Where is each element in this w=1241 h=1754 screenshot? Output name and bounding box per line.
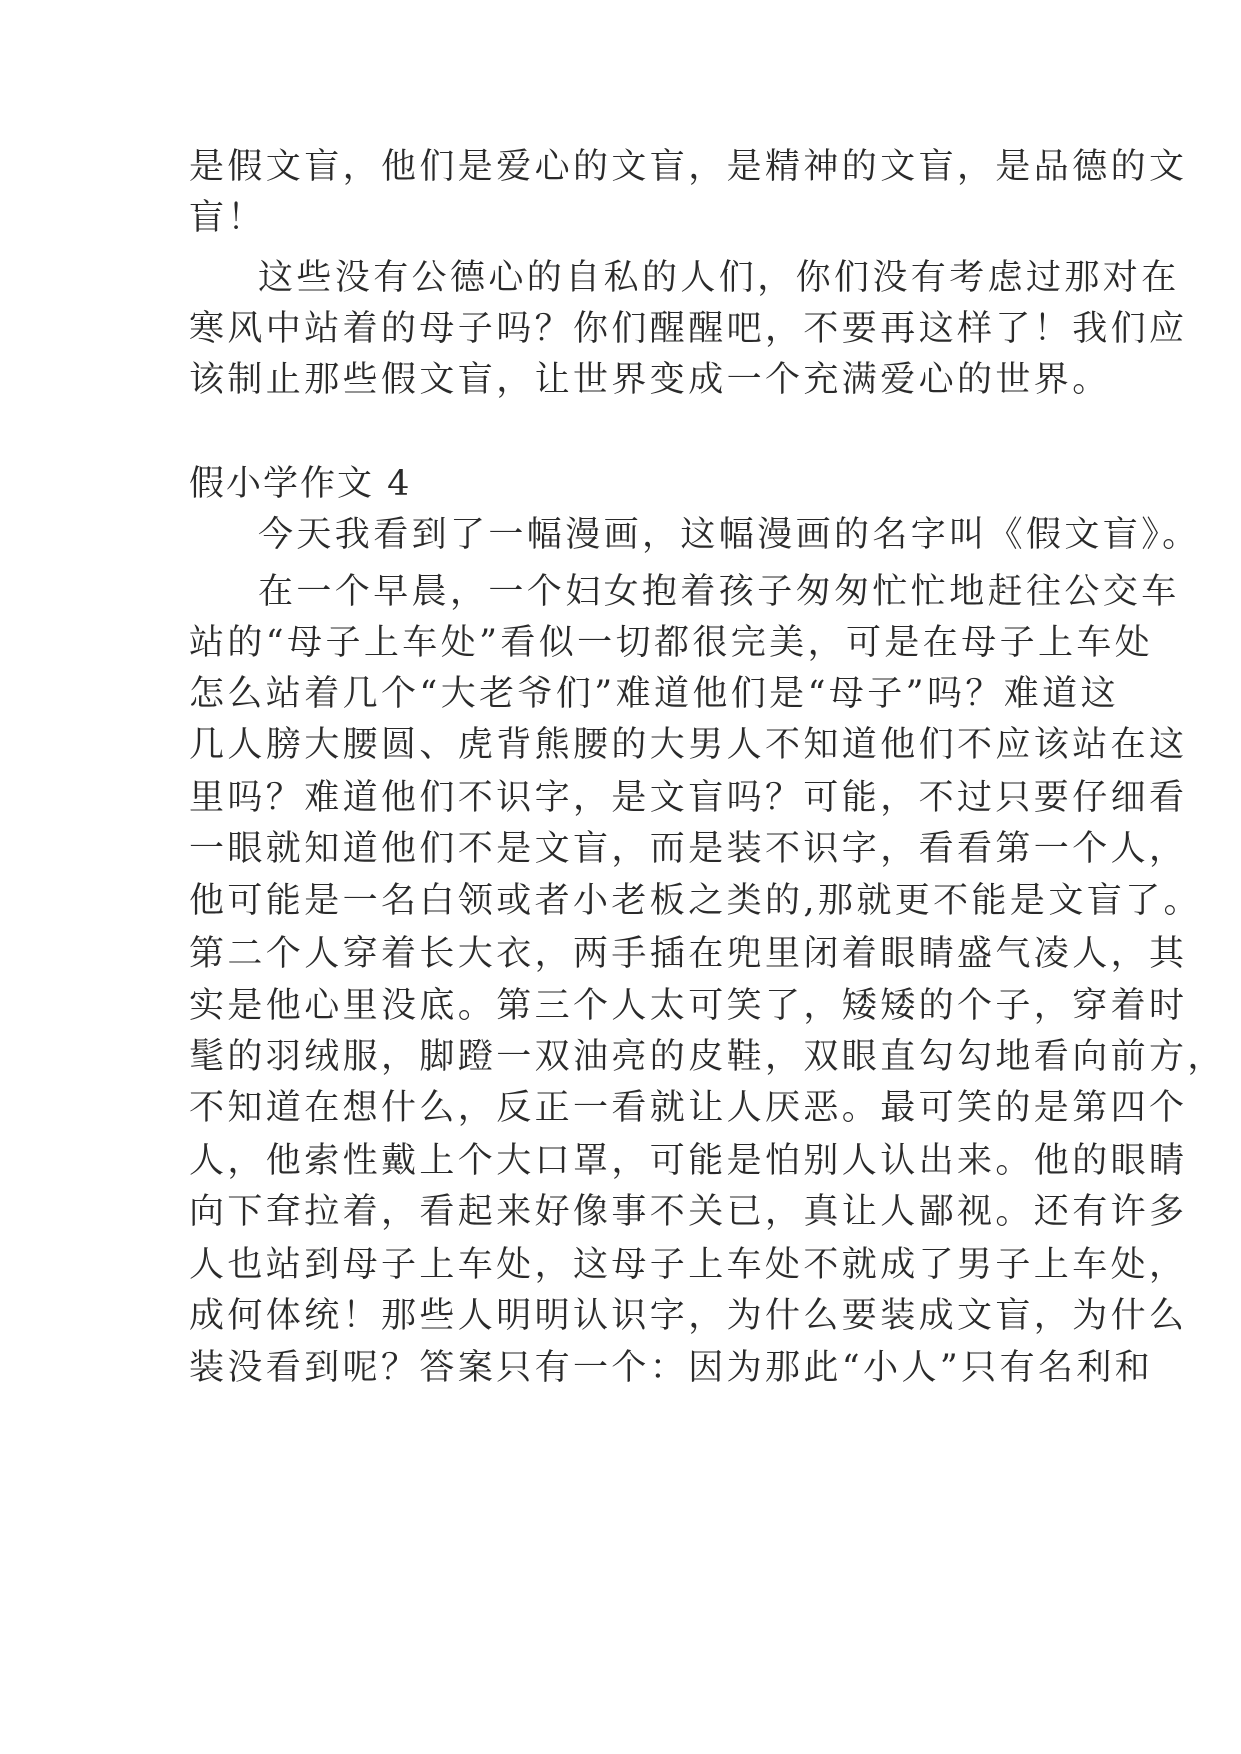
paragraph-line: 人也站到母子上车处，这母子上车处不就成了男子上车处，: [189, 1245, 1188, 1285]
paragraph-line: 是假文盲，他们是爱心的文盲，是精神的文盲，是品德的文: [189, 147, 1188, 187]
paragraph-line: 成何体统！那些人明明认识字，为什么要装成文盲，为什么: [189, 1296, 1188, 1336]
section-title: 假小学作文 4: [189, 464, 412, 504]
paragraph-line: 第二个人穿着长大衣，两手插在兜里闭着眼睛盛气凌人，其: [189, 934, 1188, 974]
paragraph-line: 几人膀大腰圆、虎背熊腰的大男人不知道他们不应该站在这: [189, 725, 1188, 765]
paragraph-line: 站的“母子上车处”看似一切都很完美，可是在母子上车处: [189, 623, 1154, 663]
paragraph-line: 盲！: [189, 198, 266, 238]
paragraph-line: 装没看到呢？答案只有一个：因为那此“小人”只有名利和: [189, 1348, 1154, 1388]
paragraph-line: 不知道在想什么，反正一看就让人厌恶。最可笑的是第四个: [189, 1088, 1188, 1128]
paragraph-line: 这些没有公德心的自私的人们，你们没有考虑过那对在: [258, 258, 1180, 298]
paragraph-line: 怎么站着几个“大老爷们”难道他们是“母子”吗？难道这: [189, 674, 1119, 714]
paragraph-line: 他可能是一名白领或者小老板之类的,那就更不能是文盲了。: [189, 881, 1202, 921]
paragraph-line: 一眼就知道他们不是文盲，而是装不识字，看看第一个人，: [189, 829, 1188, 869]
paragraph-line: 该制止那些假文盲，让世界变成一个充满爱心的世界。: [189, 360, 1111, 400]
paragraph-line: 在一个早晨，一个妇女抱着孩子匆匆忙忙地赶往公交车: [258, 572, 1180, 612]
paragraph-line: 人，他索性戴上个大口罩，可能是怕别人认出来。他的眼睛: [189, 1141, 1188, 1181]
paragraph-line: 今天我看到了一幅漫画，这幅漫画的名字叫《假文盲》。: [258, 515, 1201, 555]
paragraph-line: 实是他心里没底。第三个人太可笑了，矮矮的个子，穿着时: [189, 986, 1188, 1026]
paragraph-line: 向下耷拉着，看起来好像事不关已，真让人鄙视。还有许多: [189, 1192, 1188, 1232]
paragraph-line: 髦的羽绒服，脚蹬一双油亮的皮鞋，双眼直勾勾地看向前方，: [189, 1037, 1226, 1077]
paragraph-line: 里吗？难道他们不识字，是文盲吗？可能，不过只要仔细看: [189, 778, 1188, 818]
paragraph-line: 寒风中站着的母子吗？你们醒醒吧，不要再这样了！我们应: [189, 309, 1188, 349]
